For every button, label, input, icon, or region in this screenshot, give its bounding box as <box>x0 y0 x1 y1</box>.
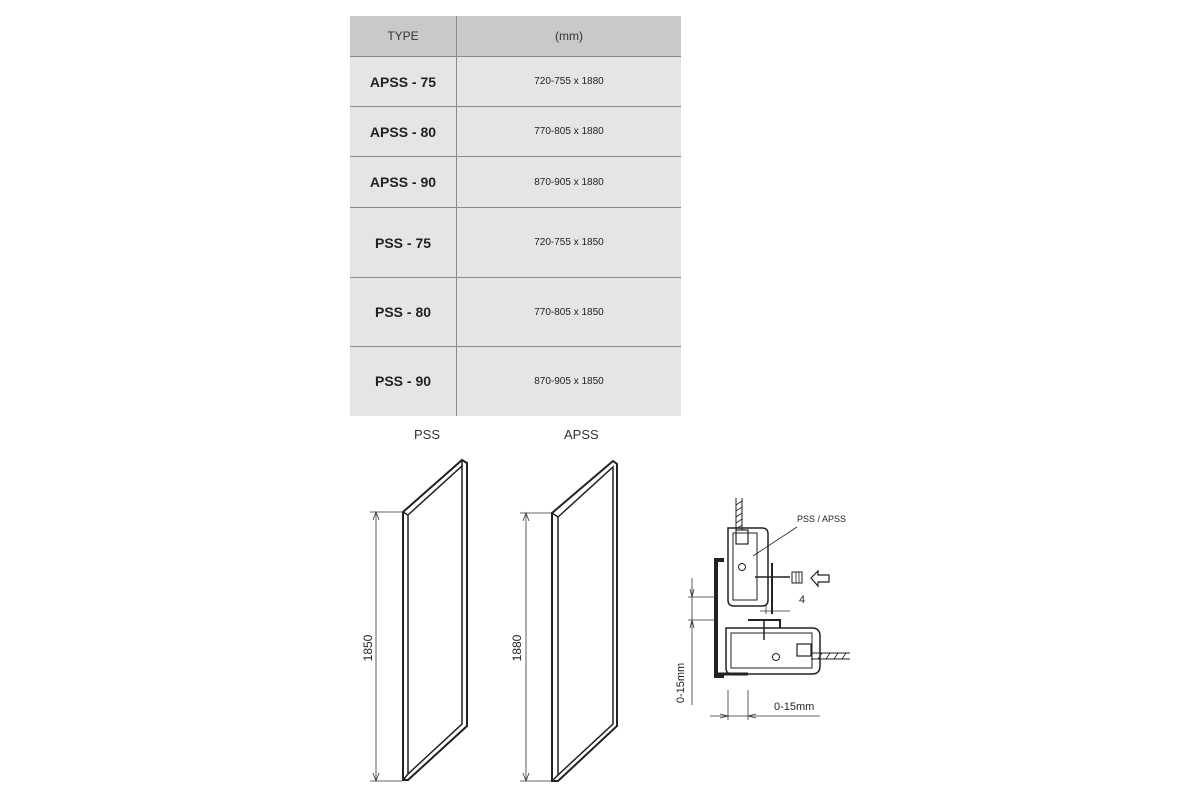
cell-type: APSS - 75 <box>350 57 457 107</box>
apss-height-value: 1880 <box>510 634 524 662</box>
detail-gap-value: 4 <box>799 594 806 606</box>
wall-profile-detail <box>716 498 850 676</box>
cell-type: PSS - 80 <box>350 278 457 347</box>
apss-panel-drawing <box>552 461 617 781</box>
apss-panel-label: APSS <box>564 427 599 442</box>
detail-offset-horizontal: 0-15mm <box>774 701 815 713</box>
cell-type: PSS - 75 <box>350 208 457 278</box>
cell-size: 720-755 x 1880 <box>457 57 682 107</box>
cell-size: 870-905 x 1850 <box>457 347 682 416</box>
column-header-size: (mm) <box>457 16 682 57</box>
cell-type: APSS - 90 <box>350 157 457 208</box>
pss-height-value: 1850 <box>361 634 375 662</box>
pss-panel-drawing <box>403 460 467 780</box>
detail-offset-vertical: 0-15mm <box>675 662 687 704</box>
cell-size: 720-755 x 1850 <box>457 208 682 278</box>
cell-type: PSS - 90 <box>350 347 457 416</box>
column-header-type: TYPE <box>350 16 457 57</box>
detail-callout-label: PSS / APSS <box>797 514 847 524</box>
cell-size: 770-805 x 1880 <box>457 107 682 157</box>
cell-size: 770-805 x 1850 <box>457 278 682 347</box>
cell-type: APSS - 80 <box>350 107 457 157</box>
pss-panel-label: PSS <box>414 427 441 442</box>
apss-height-dimension <box>520 513 551 781</box>
cell-size: 870-905 x 1880 <box>457 157 682 208</box>
